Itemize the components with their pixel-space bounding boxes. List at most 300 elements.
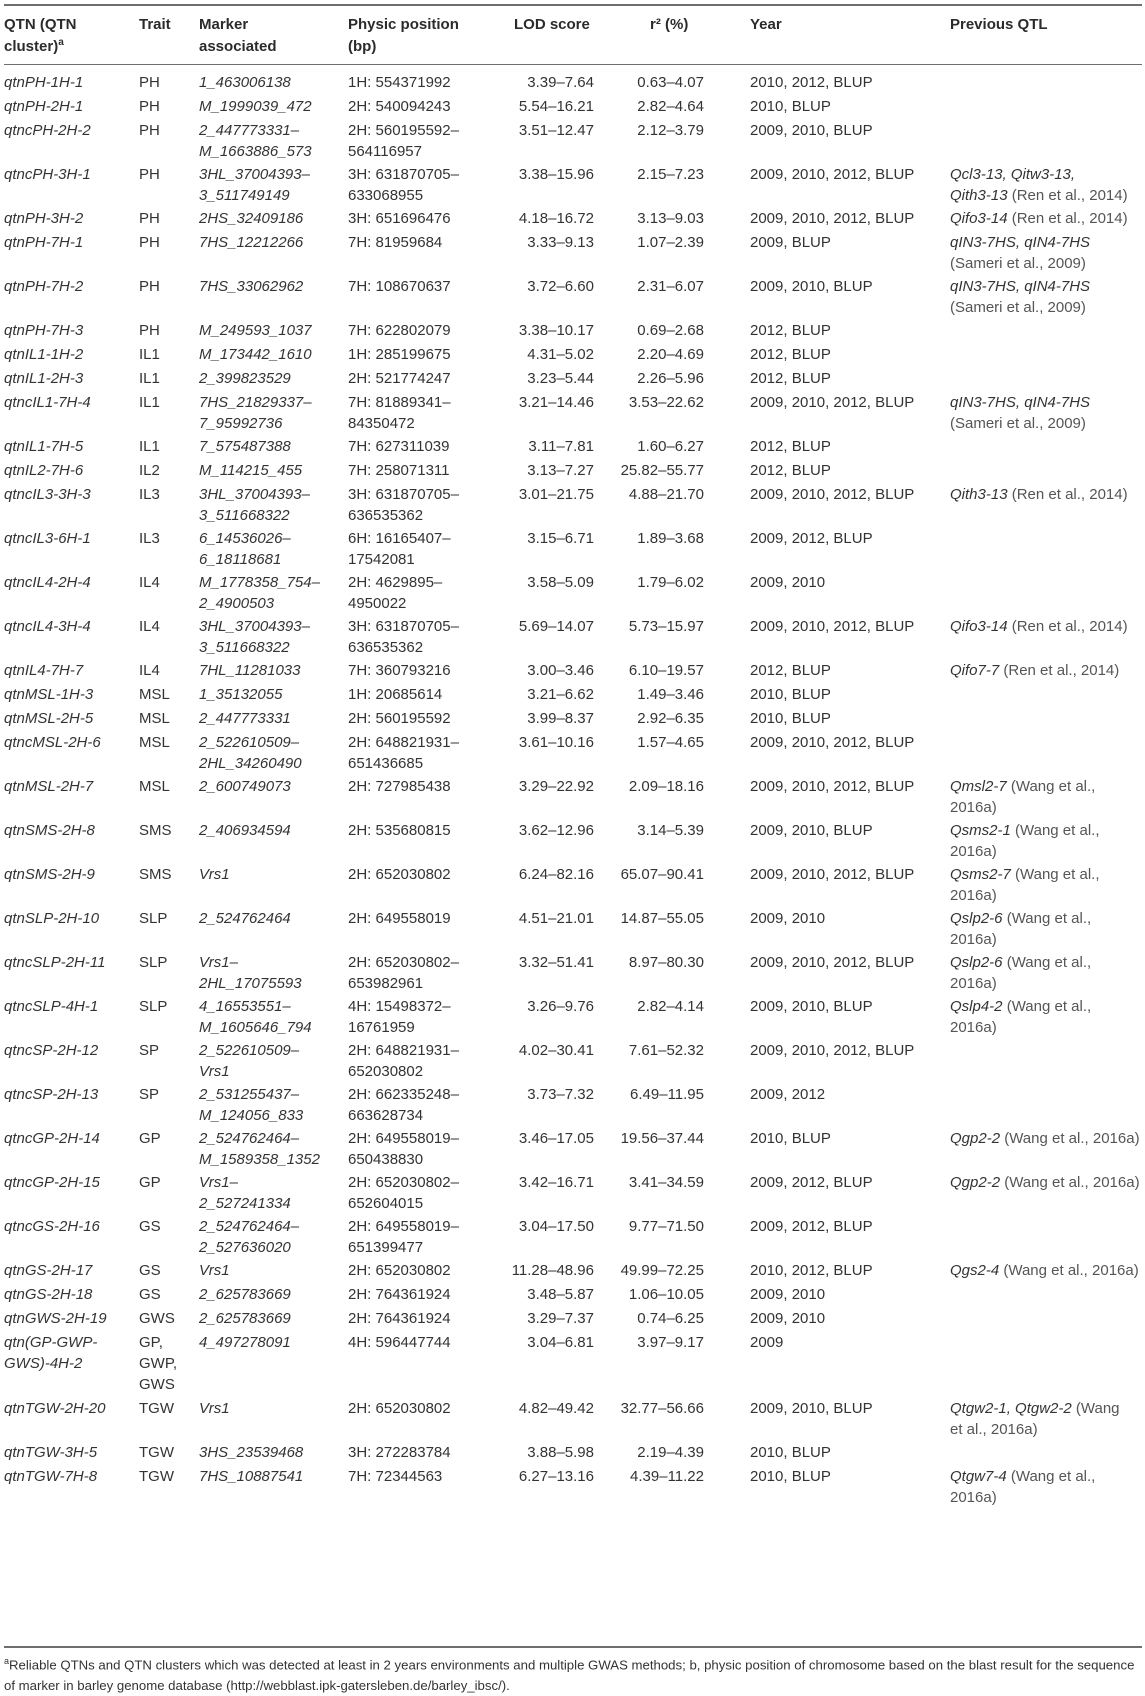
cell-year: 2009, 2010 <box>750 574 826 591</box>
cell-marker: 2_406934594 <box>199 822 291 839</box>
cell-marker: 2_399823529 <box>199 370 291 387</box>
cell-qtn: qtnIL1-2H-3 <box>4 370 84 387</box>
cell-previous-qtl <box>950 908 1140 950</box>
qtl-name: Qmsl2-7 <box>950 778 1007 795</box>
cell-lod: 4.31–5.02 <box>527 346 594 363</box>
cell-lod: 4.02–30.41 <box>518 1042 594 1059</box>
cell-lod: 11.28–48.96 <box>511 1262 594 1279</box>
cell-pos: 2H: 540094243 <box>348 98 451 115</box>
cell-qtn: qtnSLP-2H-10 <box>4 910 100 927</box>
cell-r2: 2.15–7.23 <box>637 166 704 183</box>
cell-year: 2009, 2010, 2012, BLUP <box>750 394 915 411</box>
cell-trait: IL3 <box>139 486 160 503</box>
cell-trait: SLP <box>139 954 168 971</box>
qtl-reference: (Ren et al., 2014) <box>999 662 1120 679</box>
cell-trait: SMS <box>139 822 172 839</box>
qtl-name: qIN3-7HS, qIN4-7HS <box>950 234 1091 251</box>
cell-marker: 2_625783669 <box>199 1286 291 1303</box>
cell-marker: 3HL_37004393– 3_511668322 <box>199 486 310 524</box>
qtl-reference: (Wang et al., 2016a) <box>950 1468 1096 1506</box>
cell-pos: 7H: 258071311 <box>348 462 450 479</box>
cell-trait: PH <box>139 166 160 183</box>
header-trait: Trait <box>139 16 171 33</box>
cell-marker: 1_463006138 <box>199 74 291 91</box>
cell-marker: 1_35132055 <box>199 686 283 703</box>
qtl-reference: (Wang et al., 2016a) <box>950 778 1096 816</box>
cell-qtn: qtnMSL-2H-7 <box>4 778 94 795</box>
cell-marker: 2_600749073 <box>199 778 291 795</box>
cell-qtn: qtnIL4-7H-7 <box>4 662 84 679</box>
cell-qtn: qtn(GP-GWP- GWS)-4H-2 <box>4 1334 98 1372</box>
cell-r2: 1.06–10.05 <box>628 1286 704 1303</box>
cell-year: 2012, BLUP <box>750 346 831 363</box>
cell-pos: 2H: 521774247 <box>348 370 451 387</box>
cell-pos: 1H: 285199675 <box>348 346 451 363</box>
cell-qtn: qtncSLP-4H-1 <box>4 998 99 1015</box>
cell-r2: 1.49–3.46 <box>637 686 704 703</box>
header-position: Physic position (bp) <box>348 16 459 55</box>
cell-qtn: qtncPH-2H-2 <box>4 122 91 139</box>
qtl-name: Qslp2-6 <box>950 954 1003 971</box>
cell-pos: 3H: 272283784 <box>348 1444 451 1461</box>
cell-r2: 0.63–4.07 <box>637 74 704 91</box>
cell-qtn: qtnGWS-2H-19 <box>4 1310 107 1327</box>
qtl-name: Qslp4-2 <box>950 998 1003 1015</box>
cell-lod: 3.88–5.98 <box>527 1444 594 1461</box>
cell-r2: 6.10–19.57 <box>628 662 704 679</box>
cell-pos: 2H: 652030802– 653982961 <box>348 954 459 992</box>
cell-trait: PH <box>139 98 160 115</box>
cell-marker: 4_16553551– M_1605646_794 <box>199 998 312 1036</box>
cell-pos: 2H: 560195592 <box>348 710 451 727</box>
cell-trait: IL1 <box>139 394 160 411</box>
cell-previous-qtl <box>950 864 1140 906</box>
cell-year: 2009, 2010, 2012, BLUP <box>750 734 915 751</box>
cell-marker: 2_531255437– M_124056_833 <box>199 1086 304 1124</box>
cell-year: 2012, BLUP <box>750 370 831 387</box>
qtl-name: Qifo7-7 <box>950 662 1000 679</box>
cell-pos: 4H: 15498372– 16761959 <box>348 998 451 1036</box>
cell-marker: 2_625783669 <box>199 1310 291 1327</box>
cell-r2: 0.74–6.25 <box>637 1310 704 1327</box>
cell-r2: 2.92–6.35 <box>637 710 704 727</box>
cell-pos: 2H: 652030802 <box>348 1262 451 1279</box>
cell-previous-qtl <box>950 208 1140 229</box>
header-rule <box>4 64 1142 65</box>
cell-qtn: qtnTGW-3H-5 <box>4 1444 98 1461</box>
cell-trait: GP <box>139 1130 161 1147</box>
header-r2-text: r² (%) <box>650 16 689 33</box>
cell-lod: 3.72–6.60 <box>527 278 594 295</box>
qtl-name: Qsms2-7 <box>950 866 1011 883</box>
cell-r2: 2.31–6.07 <box>637 278 704 295</box>
cell-marker: 2_522610509– 2HL_34260490 <box>199 734 302 772</box>
cell-trait: GS <box>139 1262 161 1279</box>
cell-trait: MSL <box>139 734 170 751</box>
cell-lod: 3.51–12.47 <box>518 122 594 139</box>
cell-lod: 3.11–7.81 <box>528 438 594 455</box>
cell-year: 2009, 2010, BLUP <box>750 822 873 839</box>
cell-previous-qtl <box>950 952 1140 994</box>
cell-pos: 2H: 652030802 <box>348 866 451 883</box>
cell-lod: 3.13–7.27 <box>527 462 594 479</box>
cell-qtn: qtnIL2-7H-6 <box>4 462 84 479</box>
cell-year: 2009, 2010, BLUP <box>750 1400 873 1417</box>
header-r2 <box>650 14 688 36</box>
cell-r2: 25.82–55.77 <box>620 462 704 479</box>
cell-marker: 2_447773331– M_1663886_573 <box>199 122 312 160</box>
cell-trait: SLP <box>139 910 168 927</box>
cell-qtn: qtnPH-3H-2 <box>4 210 84 227</box>
cell-trait: MSL <box>139 778 170 795</box>
footnote-marker: a <box>4 1656 10 1666</box>
cell-trait: TGW <box>139 1444 174 1461</box>
cell-year: 2009, 2010, 2012, BLUP <box>750 954 915 971</box>
cell-trait: GS <box>139 1286 161 1303</box>
cell-lod: 3.99–8.37 <box>527 710 594 727</box>
qtl-name: Qifo3-14 <box>950 210 1008 227</box>
qtl-reference: (Ren et al., 2014) <box>1007 618 1128 635</box>
cell-year: 2009, BLUP <box>750 234 831 251</box>
qtl-name: Qtgw2-1, Qtgw2-2 <box>950 1400 1072 1417</box>
cell-r2: 1.07–2.39 <box>637 234 704 251</box>
cell-marker: 4_497278091 <box>199 1334 291 1351</box>
qtl-name: Qsms2-1 <box>950 822 1011 839</box>
cell-r2: 9.77–71.50 <box>628 1218 704 1235</box>
cell-lod: 3.58–5.09 <box>527 574 594 591</box>
qtl-name: Qtgw7-4 <box>950 1468 1007 1485</box>
qtl-name: Qifo3-14 <box>950 618 1008 635</box>
cell-trait: IL4 <box>139 574 160 591</box>
cell-trait: SLP <box>139 998 168 1015</box>
cell-lod: 3.00–3.46 <box>527 662 594 679</box>
cell-lod: 3.29–7.37 <box>527 1310 594 1327</box>
cell-lod: 3.38–10.17 <box>518 322 594 339</box>
cell-trait: TGW <box>139 1400 174 1417</box>
cell-previous-qtl <box>950 996 1140 1038</box>
cell-year: 2010, BLUP <box>750 686 831 703</box>
qtl-reference: (Wang et al., 2016a) <box>1000 1174 1140 1191</box>
cell-marker: 3HL_37004393– 3_511749149 <box>199 166 310 204</box>
cell-trait: IL1 <box>139 438 160 455</box>
cell-year: 2012, BLUP <box>750 462 831 479</box>
cell-previous-qtl <box>950 776 1140 818</box>
cell-marker: M_173442_1610 <box>199 346 312 363</box>
cell-r2: 8.97–80.30 <box>628 954 704 971</box>
qtl-name: Qgp2-2 <box>950 1130 1001 1147</box>
cell-r2: 19.56–37.44 <box>620 1130 704 1147</box>
cell-r2: 3.14–5.39 <box>637 822 704 839</box>
cell-year: 2010, 2012, BLUP <box>750 1262 873 1279</box>
cell-qtn: qtnGS-2H-17 <box>4 1262 93 1279</box>
cell-trait: IL4 <box>139 662 160 679</box>
cell-year: 2009, 2010, 2012, BLUP <box>750 210 915 227</box>
cell-pos: 7H: 622802079 <box>348 322 451 339</box>
cell-lod: 5.54–16.21 <box>518 98 594 115</box>
cell-r2: 7.61–52.32 <box>628 1042 704 1059</box>
cell-qtn: qtncIL3-6H-1 <box>4 530 91 547</box>
cell-year: 2009, 2010, 2012, BLUP <box>750 166 915 183</box>
cell-marker: 7HS_33062962 <box>199 278 304 295</box>
qtl-reference: (Sameri et al., 2009) <box>950 299 1086 316</box>
cell-lod: 3.26–9.76 <box>527 998 594 1015</box>
cell-marker: Vrs1 <box>199 866 230 883</box>
cell-previous-qtl <box>950 392 1140 434</box>
bottom-rule <box>4 1646 1142 1648</box>
cell-pos: 2H: 727985438 <box>348 778 451 795</box>
cell-lod: 3.04–17.50 <box>518 1218 594 1235</box>
cell-qtn: qtncSP-2H-13 <box>4 1086 99 1103</box>
cell-pos: 2H: 652030802 <box>348 1400 451 1417</box>
cell-pos: 3H: 651696476 <box>348 210 451 227</box>
table-footnote <box>4 1651 1140 1696</box>
cell-qtn: qtnIL1-7H-5 <box>4 438 84 455</box>
cell-qtn: qtncGP-2H-14 <box>4 1130 100 1147</box>
cell-qtn: qtncSLP-2H-11 <box>4 954 106 971</box>
cell-r2: 3.53–22.62 <box>628 394 704 411</box>
cell-previous-qtl <box>950 276 1140 318</box>
cell-pos: 4H: 596447744 <box>348 1334 451 1351</box>
header-marker: Marker associated <box>199 16 277 55</box>
cell-year: 2009, 2012, BLUP <box>750 1174 873 1191</box>
cell-marker: 7HL_11281033 <box>199 662 301 679</box>
cell-pos: 2H: 649558019– 651399477 <box>348 1218 459 1256</box>
cell-previous-qtl <box>950 1172 1140 1193</box>
cell-trait: PH <box>139 234 160 251</box>
cell-trait: IL1 <box>139 346 160 363</box>
header-previous-qtl: Previous QTL <box>950 16 1048 33</box>
cell-year: 2012, BLUP <box>750 322 831 339</box>
cell-marker: 7HS_12212266 <box>199 234 304 251</box>
cell-trait: GWS <box>139 1310 175 1327</box>
cell-year: 2009 <box>750 1334 784 1351</box>
cell-trait: GP <box>139 1174 161 1191</box>
cell-r2: 2.82–4.14 <box>637 998 704 1015</box>
qtl-reference: (Ren et al., 2014) <box>1007 187 1128 204</box>
cell-marker: 2_524762464– 2_527636020 <box>199 1218 300 1256</box>
cell-marker: 2_524762464 <box>199 910 291 927</box>
cell-lod: 3.38–15.96 <box>518 166 594 183</box>
cell-trait: PH <box>139 74 160 91</box>
cell-pos: 1H: 554371992 <box>348 74 451 91</box>
cell-pos: 2H: 648821931– 652030802 <box>348 1042 459 1080</box>
cell-trait: IL2 <box>139 462 160 479</box>
cell-trait: GP, GWP, GWS <box>139 1334 178 1393</box>
cell-year: 2010, BLUP <box>750 1444 831 1461</box>
qtl-reference: (Ren et al., 2014) <box>1007 486 1128 503</box>
cell-r2: 2.09–18.16 <box>628 778 704 795</box>
cell-marker: 7HS_21829337– 7_95992736 <box>199 394 312 432</box>
cell-marker: 7_575487388 <box>199 438 291 455</box>
qtl-reference: (Wang et al., 2016a) <box>950 1400 1120 1438</box>
footnote-text: Reliable QTNs and QTN clusters which was detected at least in 2 years environments and multiple GWAS methods; b, physic position of chromosome based on the blast result for the sequence of marker in barley genome database (http://webblast.ipk-gatersleben.de/barley_ibsc/). <box>4 1657 1135 1694</box>
cell-previous-qtl <box>950 1260 1140 1281</box>
qtl-reference: (Wang et al., 2016a) <box>950 954 1092 992</box>
cell-qtn: qtncGP-2H-15 <box>4 1174 100 1191</box>
cell-qtn: qtnMSL-1H-3 <box>4 686 94 703</box>
cell-pos: 6H: 16165407– 17542081 <box>348 530 451 568</box>
cell-marker: 2_524762464– M_1589358_1352 <box>199 1130 320 1168</box>
cell-year: 2009, 2010 <box>750 1286 826 1303</box>
cell-trait: PH <box>139 278 160 295</box>
cell-lod: 3.42–16.71 <box>518 1174 594 1191</box>
cell-marker: Vrs1 <box>199 1262 230 1279</box>
cell-r2: 3.97–9.17 <box>637 1334 704 1351</box>
cell-year: 2009, 2010, BLUP <box>750 998 873 1015</box>
cell-pos: 2H: 764361924 <box>348 1286 451 1303</box>
cell-trait: TGW <box>139 1468 174 1485</box>
cell-lod: 3.15–6.71 <box>527 530 594 547</box>
cell-pos: 2H: 662335248– 663628734 <box>348 1086 459 1124</box>
cell-r2: 65.07–90.41 <box>620 866 704 883</box>
qtl-reference: (Wang et al., 2016a) <box>950 822 1100 860</box>
cell-r2: 5.73–15.97 <box>628 618 704 635</box>
cell-qtn: qtnMSL-2H-5 <box>4 710 94 727</box>
cell-pos: 3H: 631870705– 636535362 <box>348 618 459 656</box>
cell-lod: 3.39–7.64 <box>527 74 594 91</box>
cell-previous-qtl <box>950 660 1140 681</box>
cell-previous-qtl <box>950 1128 1140 1149</box>
cell-lod: 3.73–7.32 <box>527 1086 594 1103</box>
cell-r2: 49.99–72.25 <box>620 1262 704 1279</box>
cell-qtn: qtnPH-1H-1 <box>4 74 84 91</box>
cell-previous-qtl <box>950 164 1140 206</box>
cell-qtn: qtnPH-7H-3 <box>4 322 84 339</box>
cell-r2: 4.88–21.70 <box>628 486 704 503</box>
cell-r2: 2.26–5.96 <box>637 370 704 387</box>
cell-year: 2009, 2012, BLUP <box>750 1218 873 1235</box>
cell-year: 2009, 2010, BLUP <box>750 122 873 139</box>
header-qtn-text: QTN (QTN cluster) <box>4 16 77 55</box>
cell-year: 2009, 2010, 2012, BLUP <box>750 1042 915 1059</box>
cell-qtn: qtncIL1-7H-4 <box>4 394 91 411</box>
cell-year: 2010, BLUP <box>750 98 831 115</box>
cell-lod: 3.04–6.81 <box>527 1334 594 1351</box>
cell-year: 2009, 2010, BLUP <box>750 278 873 295</box>
header-qtn <box>4 14 122 58</box>
cell-marker: 3HS_23539468 <box>199 1444 304 1461</box>
cell-trait: PH <box>139 122 160 139</box>
header-year: Year <box>750 16 782 33</box>
cell-trait: MSL <box>139 686 170 703</box>
cell-trait: PH <box>139 322 160 339</box>
cell-r2: 1.79–6.02 <box>637 574 704 591</box>
qtl-name: qIN3-7HS, qIN4-7HS <box>950 278 1091 295</box>
cell-lod: 6.24–82.16 <box>518 866 594 883</box>
cell-previous-qtl <box>950 1466 1140 1508</box>
cell-r2: 2.20–4.69 <box>637 346 704 363</box>
cell-pos: 2H: 560195592– 564116957 <box>348 122 459 160</box>
cell-year: 2012, BLUP <box>750 662 831 679</box>
top-rule <box>4 4 1142 6</box>
qtl-reference: (Wang et al., 2016a) <box>950 866 1100 904</box>
qtl-name: Qcl3-13, Qitw3-13, Qith3-13 <box>950 166 1076 204</box>
cell-trait: SMS <box>139 866 172 883</box>
cell-previous-qtl <box>950 820 1140 862</box>
cell-lod: 3.61–10.16 <box>518 734 594 751</box>
cell-qtn: qtnSMS-2H-9 <box>4 866 95 883</box>
cell-r2: 2.82–4.64 <box>637 98 704 115</box>
cell-trait: PH <box>139 210 160 227</box>
cell-pos: 2H: 4629895– 4950022 <box>348 574 443 612</box>
cell-pos: 2H: 648821931– 651436685 <box>348 734 459 772</box>
cell-pos: 2H: 649558019– 650438830 <box>348 1130 459 1168</box>
cell-year: 2010, BLUP <box>750 1468 831 1485</box>
qtl-reference: (Wang et al., 2016a) <box>950 910 1092 948</box>
cell-previous-qtl <box>950 484 1140 505</box>
cell-year: 2009, 2010 <box>750 910 826 927</box>
cell-pos: 7H: 72344563 <box>348 1468 443 1485</box>
cell-marker: 2_447773331 <box>199 710 291 727</box>
cell-qtn: qtnIL1-1H-2 <box>4 346 84 363</box>
qtl-reference: (Wang et al., 2016a) <box>950 998 1092 1036</box>
cell-qtn: qtncMSL-2H-6 <box>4 734 101 751</box>
cell-pos: 7H: 360793216 <box>348 662 451 679</box>
cell-r2: 1.89–3.68 <box>637 530 704 547</box>
cell-lod: 3.01–21.75 <box>518 486 594 503</box>
qtl-name: qIN3-7HS, qIN4-7HS <box>950 394 1091 411</box>
cell-r2: 3.13–9.03 <box>637 210 704 227</box>
cell-year: 2009, 2010, 2012, BLUP <box>750 486 915 503</box>
cell-marker: M_1778358_754– 2_4900503 <box>199 574 320 612</box>
cell-qtn: qtncIL3-3H-3 <box>4 486 91 503</box>
cell-previous-qtl <box>950 232 1140 274</box>
cell-pos: 2H: 535680815 <box>348 822 451 839</box>
cell-marker: Vrs1 <box>199 1400 230 1417</box>
cell-trait: IL4 <box>139 618 160 635</box>
cell-r2: 2.19–4.39 <box>637 1444 704 1461</box>
cell-pos: 7H: 81959684 <box>348 234 443 251</box>
qtl-name: Qgs2-4 <box>950 1262 1000 1279</box>
cell-qtn: qtnPH-7H-1 <box>4 234 84 251</box>
cell-lod: 3.46–17.05 <box>518 1130 594 1147</box>
cell-r2: 1.57–4.65 <box>637 734 704 751</box>
cell-pos: 2H: 649558019 <box>348 910 451 927</box>
cell-qtn: qtnTGW-7H-8 <box>4 1468 98 1485</box>
cell-marker: 2_522610509– Vrs1 <box>199 1042 300 1080</box>
cell-r2: 14.87–55.05 <box>620 910 704 927</box>
cell-qtn: qtncIL4-2H-4 <box>4 574 91 591</box>
cell-marker: Vrs1– 2HL_17075593 <box>199 954 302 992</box>
qtl-reference: (Sameri et al., 2009) <box>950 415 1086 432</box>
cell-pos: 1H: 20685614 <box>348 686 443 703</box>
qtl-name: Qith3-13 <box>950 486 1008 503</box>
cell-trait: SP <box>139 1086 160 1103</box>
cell-year: 2009, 2010, 2012, BLUP <box>750 866 915 883</box>
cell-marker: M_114215_455 <box>199 462 303 479</box>
cell-pos: 3H: 631870705– 636535362 <box>348 486 459 524</box>
header-lod: LOD score <box>514 16 590 33</box>
cell-year: 2010, BLUP <box>750 710 831 727</box>
cell-lod: 4.82–49.42 <box>518 1400 594 1417</box>
qtl-reference: (Wang et al., 2016a) <box>1000 1130 1140 1147</box>
header-qtn-sup: a <box>58 37 64 48</box>
qtl-reference: (Wang et al., 2016a) <box>999 1262 1139 1279</box>
cell-year: 2009, 2010 <box>750 1310 826 1327</box>
cell-pos: 3H: 631870705– 633068955 <box>348 166 459 204</box>
cell-marker: 6_14536026– 6_18118681 <box>199 530 291 568</box>
cell-lod: 3.21–14.46 <box>518 394 594 411</box>
cell-marker: 2HS_32409186 <box>199 210 304 227</box>
cell-trait: IL3 <box>139 530 160 547</box>
qtl-reference: (Ren et al., 2014) <box>1007 210 1128 227</box>
cell-marker: M_249593_1037 <box>199 322 312 339</box>
cell-qtn: qtncSP-2H-12 <box>4 1042 99 1059</box>
cell-trait: SP <box>139 1042 160 1059</box>
cell-pos: 2H: 764361924 <box>348 1310 451 1327</box>
cell-r2: 2.12–3.79 <box>637 122 704 139</box>
cell-year: 2009, 2012 <box>750 1086 826 1103</box>
